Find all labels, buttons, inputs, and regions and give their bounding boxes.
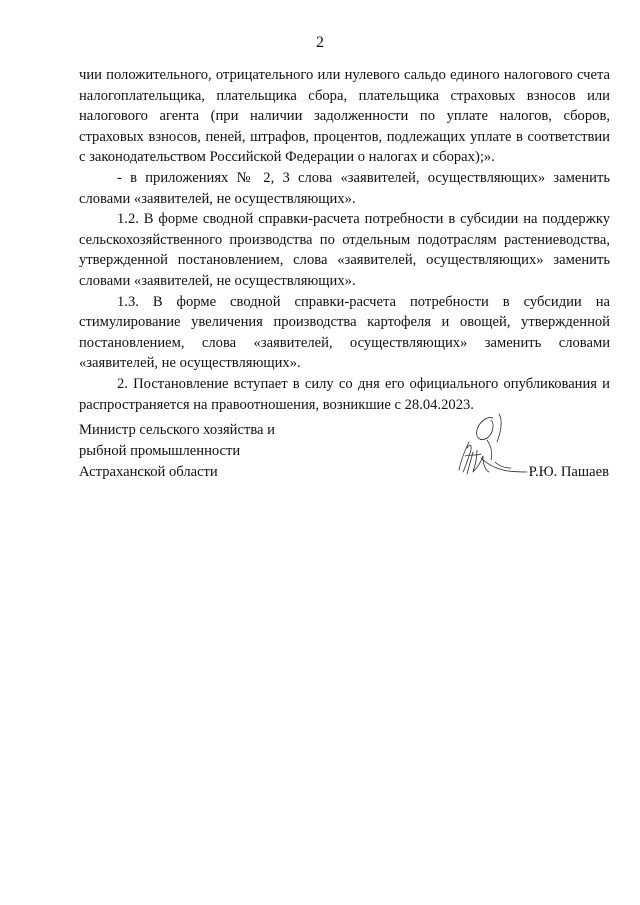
paragraph-1-2: 1.2. В форме сводной справки-расчета потребности в субсидии на поддержку сельскохозяйственного производства по отдельным подотраслям растениеводства, утвержденной постановлением, слова «заявителей, осуществляющих» заменить словами «заявителей, не осуществляющих».: [79, 211, 610, 289]
paragraph-1-3: 1.3. В форме сводной справки-расчета потребности в субсидии на стимулирование увеличения производства картофеля и овощей, утвержденной постановлением, слова «заявителей, осуществляющих» заменить словами «заявителей, не осуществляющих».: [79, 293, 610, 372]
signer-title: [79, 420, 275, 482]
signer-title-line: Министр сельского хозяйства и: [79, 422, 275, 438]
paragraph-appendices-amendment: - в приложениях № 2, 3 слова «заявителей, осуществляющих» заменить словами «заявителей, не осуществляющих».: [79, 169, 610, 207]
signature-block: [79, 420, 610, 490]
handwritten-signature: [447, 412, 537, 484]
signer-name: Р.Ю. Пашаев: [528, 464, 609, 480]
document-body: [79, 65, 610, 415]
signer-title-line: Астраханской области: [79, 463, 218, 480]
signer-title-line: рыбной промышленности: [79, 442, 241, 459]
paragraph-continuation: чии положительного, отрицательного или нулевого сальдо единого налогового счета налогоплательщика, плательщика сбора, плательщика страховых взносов или налогового агента (при наличии задолженности по уплате налогов, сборов, страховых взносов, пеней, штрафов, процентов, подлежащих уплате в соответствии с законодательством Российской Федерации о налогах и сборах);».: [79, 67, 610, 166]
page-number: 2: [316, 34, 324, 51]
paragraph-2-effective-date: 2. Постановление вступает в силу со дня его официального опубликования и распространяется на правоотношения, возникшие с 28.04.2023.: [79, 375, 610, 413]
